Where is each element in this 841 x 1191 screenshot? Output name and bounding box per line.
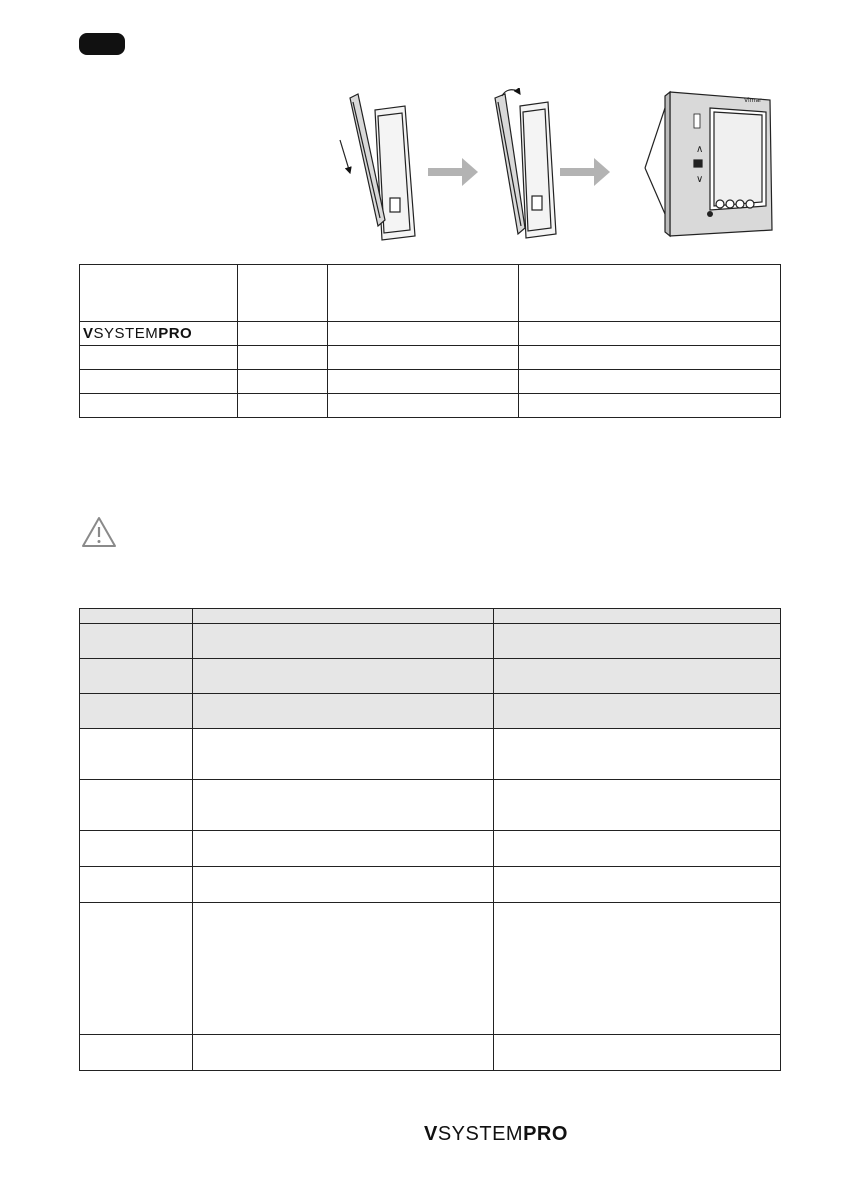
brand-logo-cell: [80, 322, 238, 346]
table-row: [80, 624, 781, 659]
table-row: [80, 780, 781, 831]
vsystempro-logo: VSYSTEMPRO: [83, 325, 193, 342]
language-badge: [79, 33, 125, 55]
arrow-right-icon: [560, 158, 610, 186]
step-2-illustration: [495, 90, 556, 238]
table-row: [80, 322, 781, 346]
svg-text:∧: ∧: [696, 144, 704, 155]
table-row: [80, 694, 781, 729]
table-row: [80, 831, 781, 867]
table-header-row: [80, 265, 781, 322]
footer-vsystempro-logo: VSYSTEMPRO: [424, 1123, 568, 1145]
specifications-table: [79, 608, 781, 1071]
table-row: [80, 903, 781, 1035]
table-row: [80, 394, 781, 418]
monitor-front-view: [645, 92, 772, 236]
compatibility-table: [79, 264, 781, 418]
step-1-illustration: [340, 94, 415, 240]
warning-triangle-icon: [81, 516, 117, 548]
table-row: [80, 659, 781, 694]
table-row: [80, 370, 781, 394]
installation-figure: [320, 88, 790, 248]
device-logo-text: Vimar: [744, 97, 762, 104]
table-row: [80, 729, 781, 780]
svg-text:∨: ∨: [696, 174, 704, 185]
table-header-row: [80, 609, 781, 624]
table-row: [80, 1035, 781, 1071]
table-row: [80, 867, 781, 903]
table-row: [80, 346, 781, 370]
arrow-right-icon: [428, 158, 478, 186]
